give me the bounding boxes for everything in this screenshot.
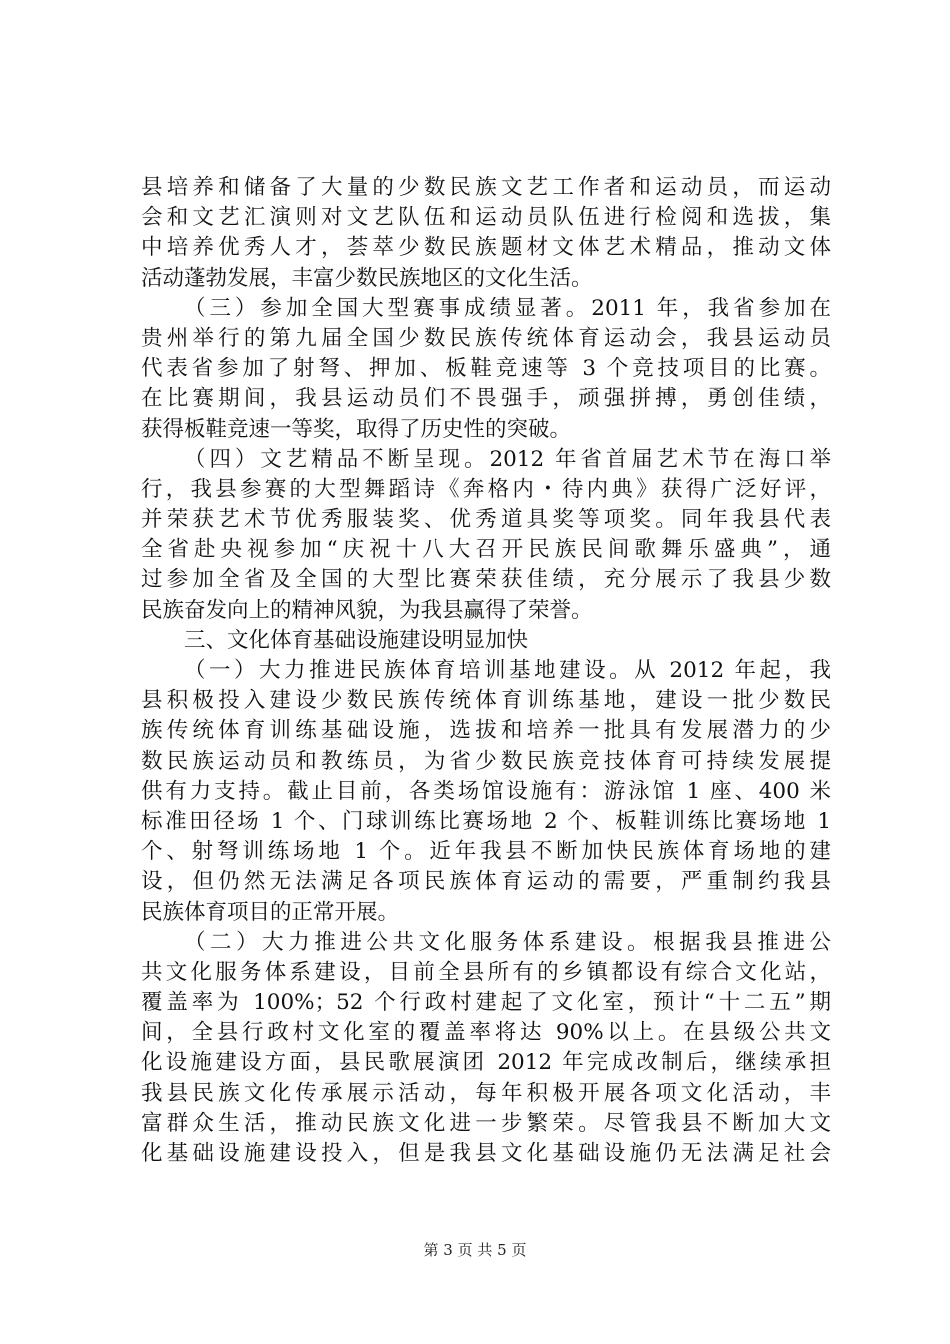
paragraph-first-line: （四）文艺精品不断呈现。2012 年省首届艺术节在海口举: [184, 446, 831, 472]
text-line: 覆盖率为 100%；52 个行政村建起了文化室，预计“十二五”期: [141, 990, 831, 1016]
text-line: 代表省参加了射弩、押加、板鞋竞速等 3 个竞技项目的比赛。: [141, 356, 831, 382]
text-line: 标准田径场 1 个、门球训练比赛场地 2 个、板鞋训练比赛场地 1: [141, 808, 831, 834]
text-line: 我县民族文化传承展示活动，每年积极开展各项文化活动，丰: [141, 1080, 831, 1106]
section-heading: 三、文化体育基础设施建设明显加快: [184, 627, 529, 653]
text-line: 会和文艺汇演则对文艺队伍和运动员队伍进行检阅和选拔，集: [141, 205, 831, 231]
text-line: 过参加全省及全国的大型比赛荣获佳绩，充分展示了我县少数: [141, 567, 831, 593]
text-line: 族传统体育训练基础设施，选拔和培养一批具有发展潜力的少: [141, 718, 831, 744]
text-line: 获得板鞋竞速一等奖，取得了历史性的突破。: [141, 416, 572, 442]
text-line: 中培养优秀人才，荟萃少数民族题材文体艺术精品，推动文体: [141, 235, 831, 261]
text-line: 县培养和储备了大量的少数民族文艺工作者和运动员，而运动: [141, 175, 831, 200]
text-line: 数民族运动员和教练员，为省少数民族竞技体育可持续发展提: [141, 748, 831, 774]
text-line: 在比赛期间，我县运动员们不畏强手，顽强拼搏，勇创佳绩，: [141, 386, 831, 412]
text-line: 富群众生活，推动民族文化进一步繁荣。尽管我县不断加大文: [141, 1110, 831, 1136]
text-line: 全省赴央视参加“庆祝十八大召开民族民间歌舞乐盛典”，通: [141, 537, 831, 563]
text-line: 县积极投入建设少数民族传统体育训练基地，建设一批少数民: [141, 688, 831, 714]
text-line: 化基础设施建设投入，但是我县文化基础设施仍无法满足社会: [141, 1141, 831, 1166]
text-line: 贵州举行的第九届全国少数民族传统体育运动会，我县运动员: [141, 325, 831, 351]
text-line: 活动蓬勃发展，丰富少数民族地区的文化生活。: [141, 265, 593, 291]
text-line: 供有力支持。截止目前，各类场馆设施有：游泳馆 1 座、400 米: [141, 778, 831, 804]
document-body: [141, 173, 831, 1169]
text-line: 民族奋发向上的精神风貌，为我县赢得了荣誉。: [141, 597, 593, 623]
paragraph-first-line: （二）大力推进公共文化服务体系建设。根据我县推进公: [184, 929, 831, 955]
paragraph-first-line: （三）参加全国大型赛事成绩显著。2011 年，我省参加在: [184, 295, 831, 321]
text-line: 间，全县行政村文化室的覆盖率将达 90%以上。在县级公共文: [141, 1020, 831, 1046]
paragraph-first-line: （一）大力推进民族体育培训基地建设。从 2012 年起，我: [184, 658, 831, 683]
text-line: 并荣获艺术节优秀服装奖、优秀道具奖等项奖。同年我县代表: [141, 507, 831, 533]
text-line: 行，我县参赛的大型舞蹈诗《奔格内・待内典》获得广泛好评，: [141, 476, 831, 502]
page-number-footer: 第 3 页 共 5 页: [423, 1241, 527, 1259]
text-line: 设，但仍然无法满足各项民族体育运动的需要，严重制约我县: [141, 869, 831, 895]
text-line: 共文化服务体系建设，目前全县所有的乡镇都设有综合文化站，: [141, 959, 831, 985]
text-line: 化设施建设方面，县民歌展演团 2012 年完成改制后，继续承担: [141, 1050, 831, 1076]
text-line: 民族体育项目的正常开展。: [141, 899, 400, 925]
text-line: 个、射弩训练场地 1 个。近年我县不断加快民族体育场地的建: [141, 839, 831, 865]
